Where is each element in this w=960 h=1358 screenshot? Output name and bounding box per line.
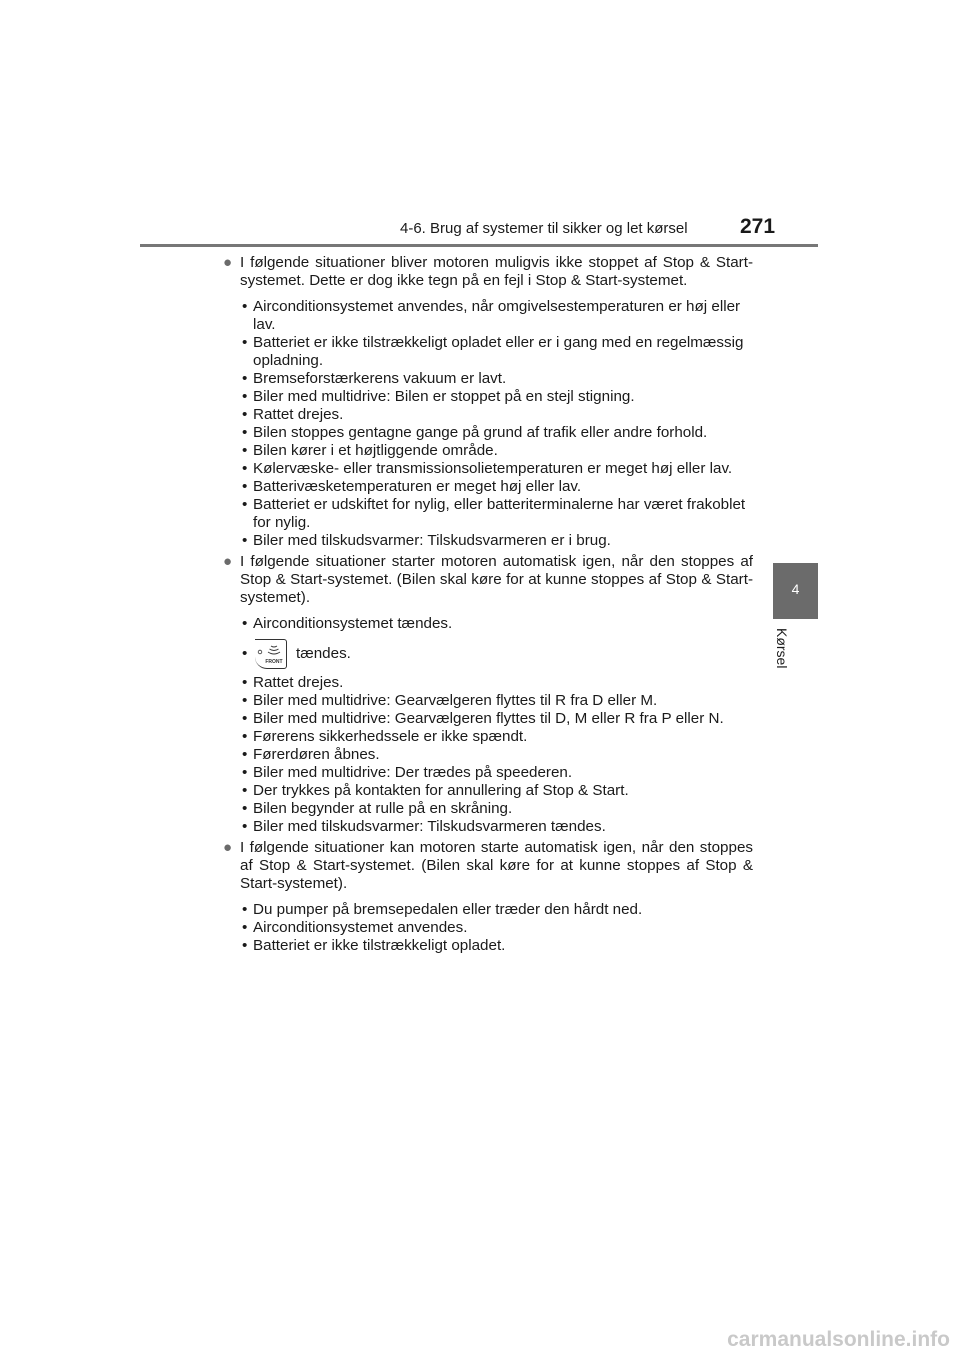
list-item (242, 334, 753, 370)
dot-bullet-icon: • (242, 782, 248, 799)
section-3-intro (223, 839, 753, 893)
dot-bullet-icon: • (242, 424, 248, 441)
list-item-with-icon (242, 637, 753, 671)
list-item (242, 782, 753, 800)
dot-bullet-icon: • (242, 800, 248, 817)
dot-bullet-icon: • (242, 406, 248, 423)
list-item (242, 424, 753, 442)
list-item (242, 615, 753, 633)
section-1-list (223, 298, 753, 550)
list-item-text: Biler med tilskudsvarmer: Tilskudsvarmeren tændes. (253, 818, 606, 835)
dot-bullet-icon: • (242, 937, 248, 954)
list-item (242, 800, 753, 818)
circle-bullet-icon: ● (223, 254, 233, 271)
list-item-text: Der trykkes på kontakten for annullering af Stop & Start. (253, 782, 629, 799)
dot-bullet-icon: • (242, 532, 248, 549)
dot-bullet-icon: • (242, 901, 248, 918)
list-item (242, 460, 753, 478)
list-item (242, 710, 753, 728)
front-label: FRONT (265, 659, 283, 665)
dot-bullet-icon: • (242, 746, 248, 763)
list-item-text: Batteriet er udskiftet for nylig, eller batteriterminalerne har været frakoblet for nylig. (253, 496, 746, 531)
section-2-intro-text: I følgende situationer starter motoren automatisk igen, når den stoppes af Stop & Start-systemet. (Bilen skal køre for at kunne stoppes af Stop & Start-systemet). (240, 553, 753, 606)
page-content (223, 254, 753, 958)
list-item (242, 478, 753, 496)
dot-bullet-icon: • (242, 334, 248, 351)
section-2-intro (223, 553, 753, 607)
list-item-text: Biler med tilskudsvarmer: Tilskudsvarmeren er i brug. (253, 532, 611, 549)
list-item-text: Biler med multidrive: Bilen er stoppet på en stejl stigning. (253, 388, 635, 405)
list-item (242, 370, 753, 388)
list-item-text: Airconditionsystemet anvendes. (253, 919, 468, 936)
list-item-text: Batterivæsketemperaturen er meget høj eller lav. (253, 478, 582, 495)
list-item-text: Bremseforstærkerens vakuum er lavt. (253, 370, 507, 387)
dot-bullet-icon: • (242, 496, 248, 513)
list-item (242, 728, 753, 746)
list-item-text: Bilen begynder at rulle på en skråning. (253, 800, 513, 817)
list-item-text: Bilen stoppes gentagne gange på grund af trafik eller andre forhold. (253, 424, 708, 441)
list-item (242, 388, 753, 406)
circle-bullet-icon: ● (223, 553, 233, 570)
watermark-text: carmanualsonline.info (727, 1328, 950, 1351)
section-3-list (223, 901, 753, 955)
list-item-text: Biler med multidrive: Der trædes på speederen. (253, 764, 573, 781)
chapter-label: Kørsel (774, 628, 790, 669)
chapter-number: 4 (791, 581, 800, 597)
dot-bullet-icon: • (242, 460, 248, 477)
dot-bullet-icon: • (242, 692, 248, 709)
list-item (242, 532, 753, 550)
list-item-text: Du pumper på bremsepedalen eller træder den hårdt ned. (253, 901, 643, 918)
list-item (242, 901, 753, 919)
list-item-text: Rattet drejes. (253, 674, 344, 691)
list-item (242, 818, 753, 836)
dot-bullet-icon: • (242, 370, 248, 387)
section-title: 4-6. Brug af systemer til sikker og let kørsel (400, 220, 688, 237)
list-item-text: Batteriet er ikke tilstrækkeligt opladet. (253, 937, 506, 954)
list-item (242, 496, 753, 532)
dot-bullet-icon: • (242, 764, 248, 781)
dot-bullet-icon: • (242, 919, 248, 936)
list-item-text: Airconditionsystemet anvendes, når omgivelsestemperaturen er høj eller lav. (253, 298, 741, 333)
list-item-text: tændes. (296, 645, 351, 662)
section-1-intro (223, 254, 753, 290)
dot-bullet-icon: • (242, 388, 248, 405)
header-divider (140, 244, 818, 247)
dot-bullet-icon: • (242, 298, 248, 315)
list-item (242, 746, 753, 764)
page-number: 271 (740, 215, 776, 238)
circle-bullet-icon: ● (223, 839, 233, 856)
dot-bullet-icon: • (242, 728, 248, 745)
dot-bullet-icon: • (242, 478, 248, 495)
chapter-tab (773, 563, 818, 619)
list-item-text: Kølervæske- eller transmissionsolietemperaturen er meget høj eller lav. (253, 460, 733, 477)
list-item (242, 764, 753, 782)
dot-bullet-icon: • (242, 710, 248, 727)
section-1-intro-text: I følgende situationer bliver motoren muligvis ikke stoppet af Stop & Start-systemet. Dette er dog ikke tegn på en fejl i Stop & Start-systemet. (240, 254, 753, 289)
list-item-text: Rattet drejes. (253, 406, 344, 423)
dot-bullet-icon: • (242, 615, 248, 632)
list-item-text: Biler med multidrive: Gearvælgeren flyttes til R fra D eller M. (253, 692, 658, 709)
list-item-text: Airconditionsystemet tændes. (253, 615, 453, 632)
list-item-text: Bilen kører i et højtliggende område. (253, 442, 498, 459)
front-defroster-button-icon (255, 639, 287, 669)
list-item-text: Biler med multidrive: Gearvælgeren flyttes til D, M eller R fra P eller N. (253, 710, 724, 727)
list-item (242, 692, 753, 710)
list-item (242, 298, 753, 334)
list-item (242, 406, 753, 424)
list-item-text: Batteriet er ikke tilstrækkeligt opladet eller er i gang med en regelmæssig opladning. (253, 334, 744, 369)
section-3-intro-text: I følgende situationer kan motoren starte automatisk igen, når den stoppes af Stop & Start-systemet. (Bilen skal køre for at kunne stoppes af Stop & Start-systemet). (240, 839, 753, 892)
list-item (242, 937, 753, 955)
list-item (242, 674, 753, 692)
dot-bullet-icon: • (242, 442, 248, 459)
dot-bullet-icon: • (242, 645, 248, 662)
list-item (242, 919, 753, 937)
section-2-list (223, 615, 753, 836)
dot-bullet-icon: • (242, 674, 248, 691)
list-item (242, 442, 753, 460)
list-item-text: Førerens sikkerhedssele er ikke spændt. (253, 728, 528, 745)
dot-bullet-icon: • (242, 818, 248, 835)
list-item-text: Førerdøren åbnes. (253, 746, 380, 763)
